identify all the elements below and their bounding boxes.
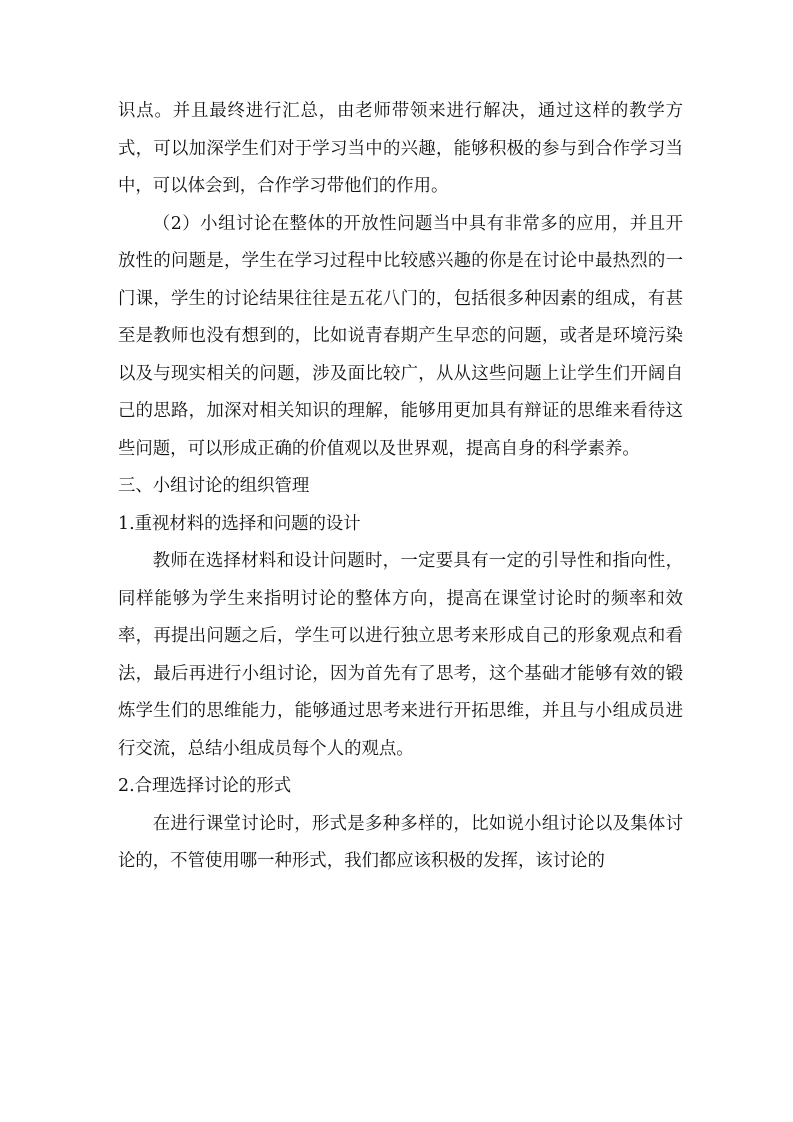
- section-heading-organization: 三、小组讨论的组织管理: [118, 476, 310, 496]
- document-body: [118, 93, 683, 881]
- paragraph-continuation: 识点。并且最终进行汇总，由老师带领来进行解决，通过这样的教学方式，可以加深学生们对于学习当中的兴趣，能够积极的参与到合作学习当中，可以体会到，合作学习带他们的作用。: [118, 101, 683, 196]
- paragraph-material-selection: 教师在选择材料和设计问题时，一定要具有一定的引导性和指向性，同样能够为学生来指明讨论的整体方向，提高在课堂讨论时的频率和效率，再提出问题之后，学生可以进行独立思考来形成自己的形象观点和看法，最后再进行小组讨论，因为首先有了思考，这个基础才能够有效的锻炼学生们的思维能力，能够通过思考来进行开拓思维，并且与小组成员进行交流，总结小组成员每个人的观点。: [118, 551, 683, 759]
- paragraph-discussion-form: 在进行课堂讨论时，形式是多种多样的，比如说小组讨论以及集体讨论的，不管使用哪一种形式，我们都应该积极的发挥，该讨论的: [118, 813, 683, 871]
- subheading-material-selection: 1.重视材料的选择和问题的设计: [118, 513, 361, 534]
- subheading-discussion-form: 2.合理选择讨论的形式: [118, 776, 292, 796]
- paragraph-open-questions: （2）小组讨论在整体的开放性问题当中具有非常多的应用，并且开放性的问题是，学生在学习过程中比较感兴趣的你是在讨论中最热烈的一门课，学生的讨论结果往往是五花八门的，包括很多种因素的组成，有甚至是教师也没有想到的，比如说青春期产生早恋的问题，或者是环境污染以及与现实相关的问题，涉及面比较广，从从这些问题上让学生们开阔自己的思路，加深对相关知识的理解，能够用更加具有辩证的思维来看待这些问题，可以形成正确的价值观以及世界观，提高自身的科学素养。: [118, 213, 683, 459]
